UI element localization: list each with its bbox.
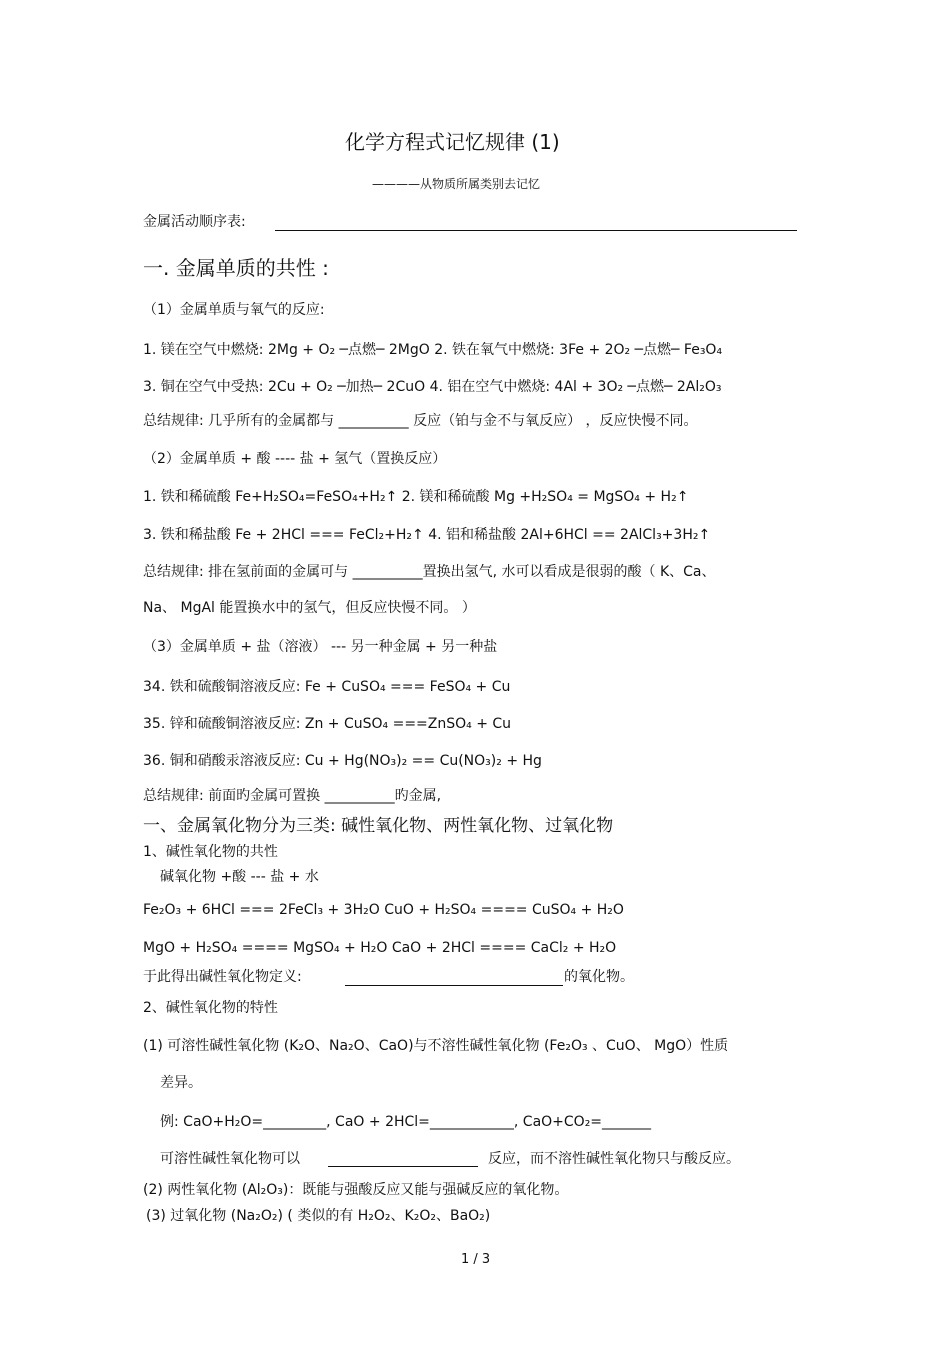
- page-title: 化学方程式记忆规律 (1): [345, 130, 560, 154]
- activity-label: 金属活动顺序表:: [143, 214, 246, 230]
- p3-line1: 34. 铁和硫酸铜溶液反应: Fe + CuSO₄ === FeSO₄ + Cu: [143, 679, 511, 695]
- s2-line2-blank: [328, 1166, 478, 1167]
- s2-line1b: 差异。: [160, 1075, 202, 1091]
- s2-line2a: 可溶性碱性氧化物可以: [160, 1151, 300, 1167]
- s2-line4: (3) 过氧化物 (Na₂O₂) ( 类似的有 H₂O₂、K₂O₂、BaO₂): [146, 1208, 491, 1224]
- p3-title: （3）金属单质 + 盐（溶液） --- 另一种金属 + 另一种盐: [143, 639, 498, 655]
- page-number: 1 / 3: [461, 1252, 491, 1267]
- s2-line3: (2) 两性氧化物 (Al₂O₃)：既能与强酸反应又能与强碱反应的氧化物。: [143, 1182, 569, 1198]
- definition-label: 于此得出碱性氧化物定义:: [143, 969, 302, 985]
- p3-line3: 36. 铜和硝酸汞溶液反应: Cu + Hg(NO₃)₂ == Cu(NO₃)₂ + Hg: [143, 753, 542, 769]
- p1-line2: 3. 铜在空气中受热: 2Cu + O₂ ─加热─ 2CuO 4. 铝在空气中燃烧: 4Al + 3O₂ ─点燃─ 2Al₂O₃: [143, 379, 722, 395]
- p2-summary: 总结规律: 排在氢前面的金属可与 __________置换出氢气, 水可以看成是很弱的酸（ K、Ca、: [143, 564, 716, 580]
- equation-1: Fe₂O₃ + 6HCl === 2FeCl₃ + 3H₂O CuO + H₂SO₄ ==== CuSO₄ + H₂O: [143, 902, 624, 918]
- p1-line1: 1. 镁在空气中燃烧: 2Mg + O₂ ─点燃─ 2MgO 2. 铁在氧气中燃烧: 3Fe + 2O₂ ─点燃─ Fe₃O₄: [143, 342, 723, 358]
- definition-tail: 的氧化物。: [564, 969, 634, 985]
- s2-line1: (1) 可溶性碱性氧化物 (K₂O、Na₂O、CaO)与不溶性碱性氧化物 (Fe₂O₃ 、CuO、 MgO）性质: [143, 1038, 729, 1054]
- p2-summary-2: Na、 MgAl 能置换水中的氢气，但反应快慢不同。 ）: [143, 600, 476, 616]
- section2-heading: 一、金属氧化物分为三类: 碱性氧化物、两性氧化物、过氧化物: [143, 816, 614, 836]
- subtitle: ————从物质所属类别去记忆: [372, 177, 541, 191]
- activity-blank: [275, 230, 797, 231]
- p2-line1: 1. 铁和稀硫酸 Fe+H₂SO₄=FeSO₄+H₂↑ 2. 镁和稀硫酸 Mg +H₂SO₄ = MgSO₄ + H₂↑: [143, 489, 689, 505]
- s2-line2b: 反应，而不溶性碱性氧化物只与酸反应。: [488, 1151, 740, 1167]
- p2-line2: 3. 铁和稀盐酸 Fe + 2HCl === FeCl₂+H₂↑ 4. 铝和稀盐酸 2Al+6HCl == 2AlCl₃+3H₂↑: [143, 527, 711, 543]
- p1-summary: 总结规律: 几乎所有的金属都与 __________ 反应（铂与金不与氧反应） ，反应快慢不同。: [143, 413, 698, 429]
- section1-heading: 一. 金属单质的共性 :: [143, 256, 329, 280]
- p3-summary: 总结规律: 前面旳金属可置换 __________旳金属,: [143, 788, 442, 804]
- definition-blank: [345, 985, 563, 986]
- s1-title: 1、碱性氧化物的共性: [143, 844, 278, 860]
- p1-title: （1）金属单质与氧气的反应:: [143, 302, 325, 318]
- p3-line2: 35. 锌和硫酸铜溶液反应: Zn + CuSO₄ ===ZnSO₄ + Cu: [143, 716, 512, 732]
- equation-2: MgO + H₂SO₄ ==== MgSO₄ + H₂O CaO + 2HCl ==== CaCl₂ + H₂O: [143, 940, 617, 956]
- p2-title: （2）金属单质 + 酸 ---- 盐 + 氢气（置换反应）: [143, 451, 447, 467]
- example-line: 例: CaO+H₂O=_________, CaO + 2HCl=____________, CaO+CO₂=_______: [160, 1114, 652, 1130]
- s1-rule: 碱氧化物 +酸 --- 盐 + 水: [160, 869, 319, 885]
- s2-title: 2、碱性氧化物的特性: [143, 1000, 278, 1016]
